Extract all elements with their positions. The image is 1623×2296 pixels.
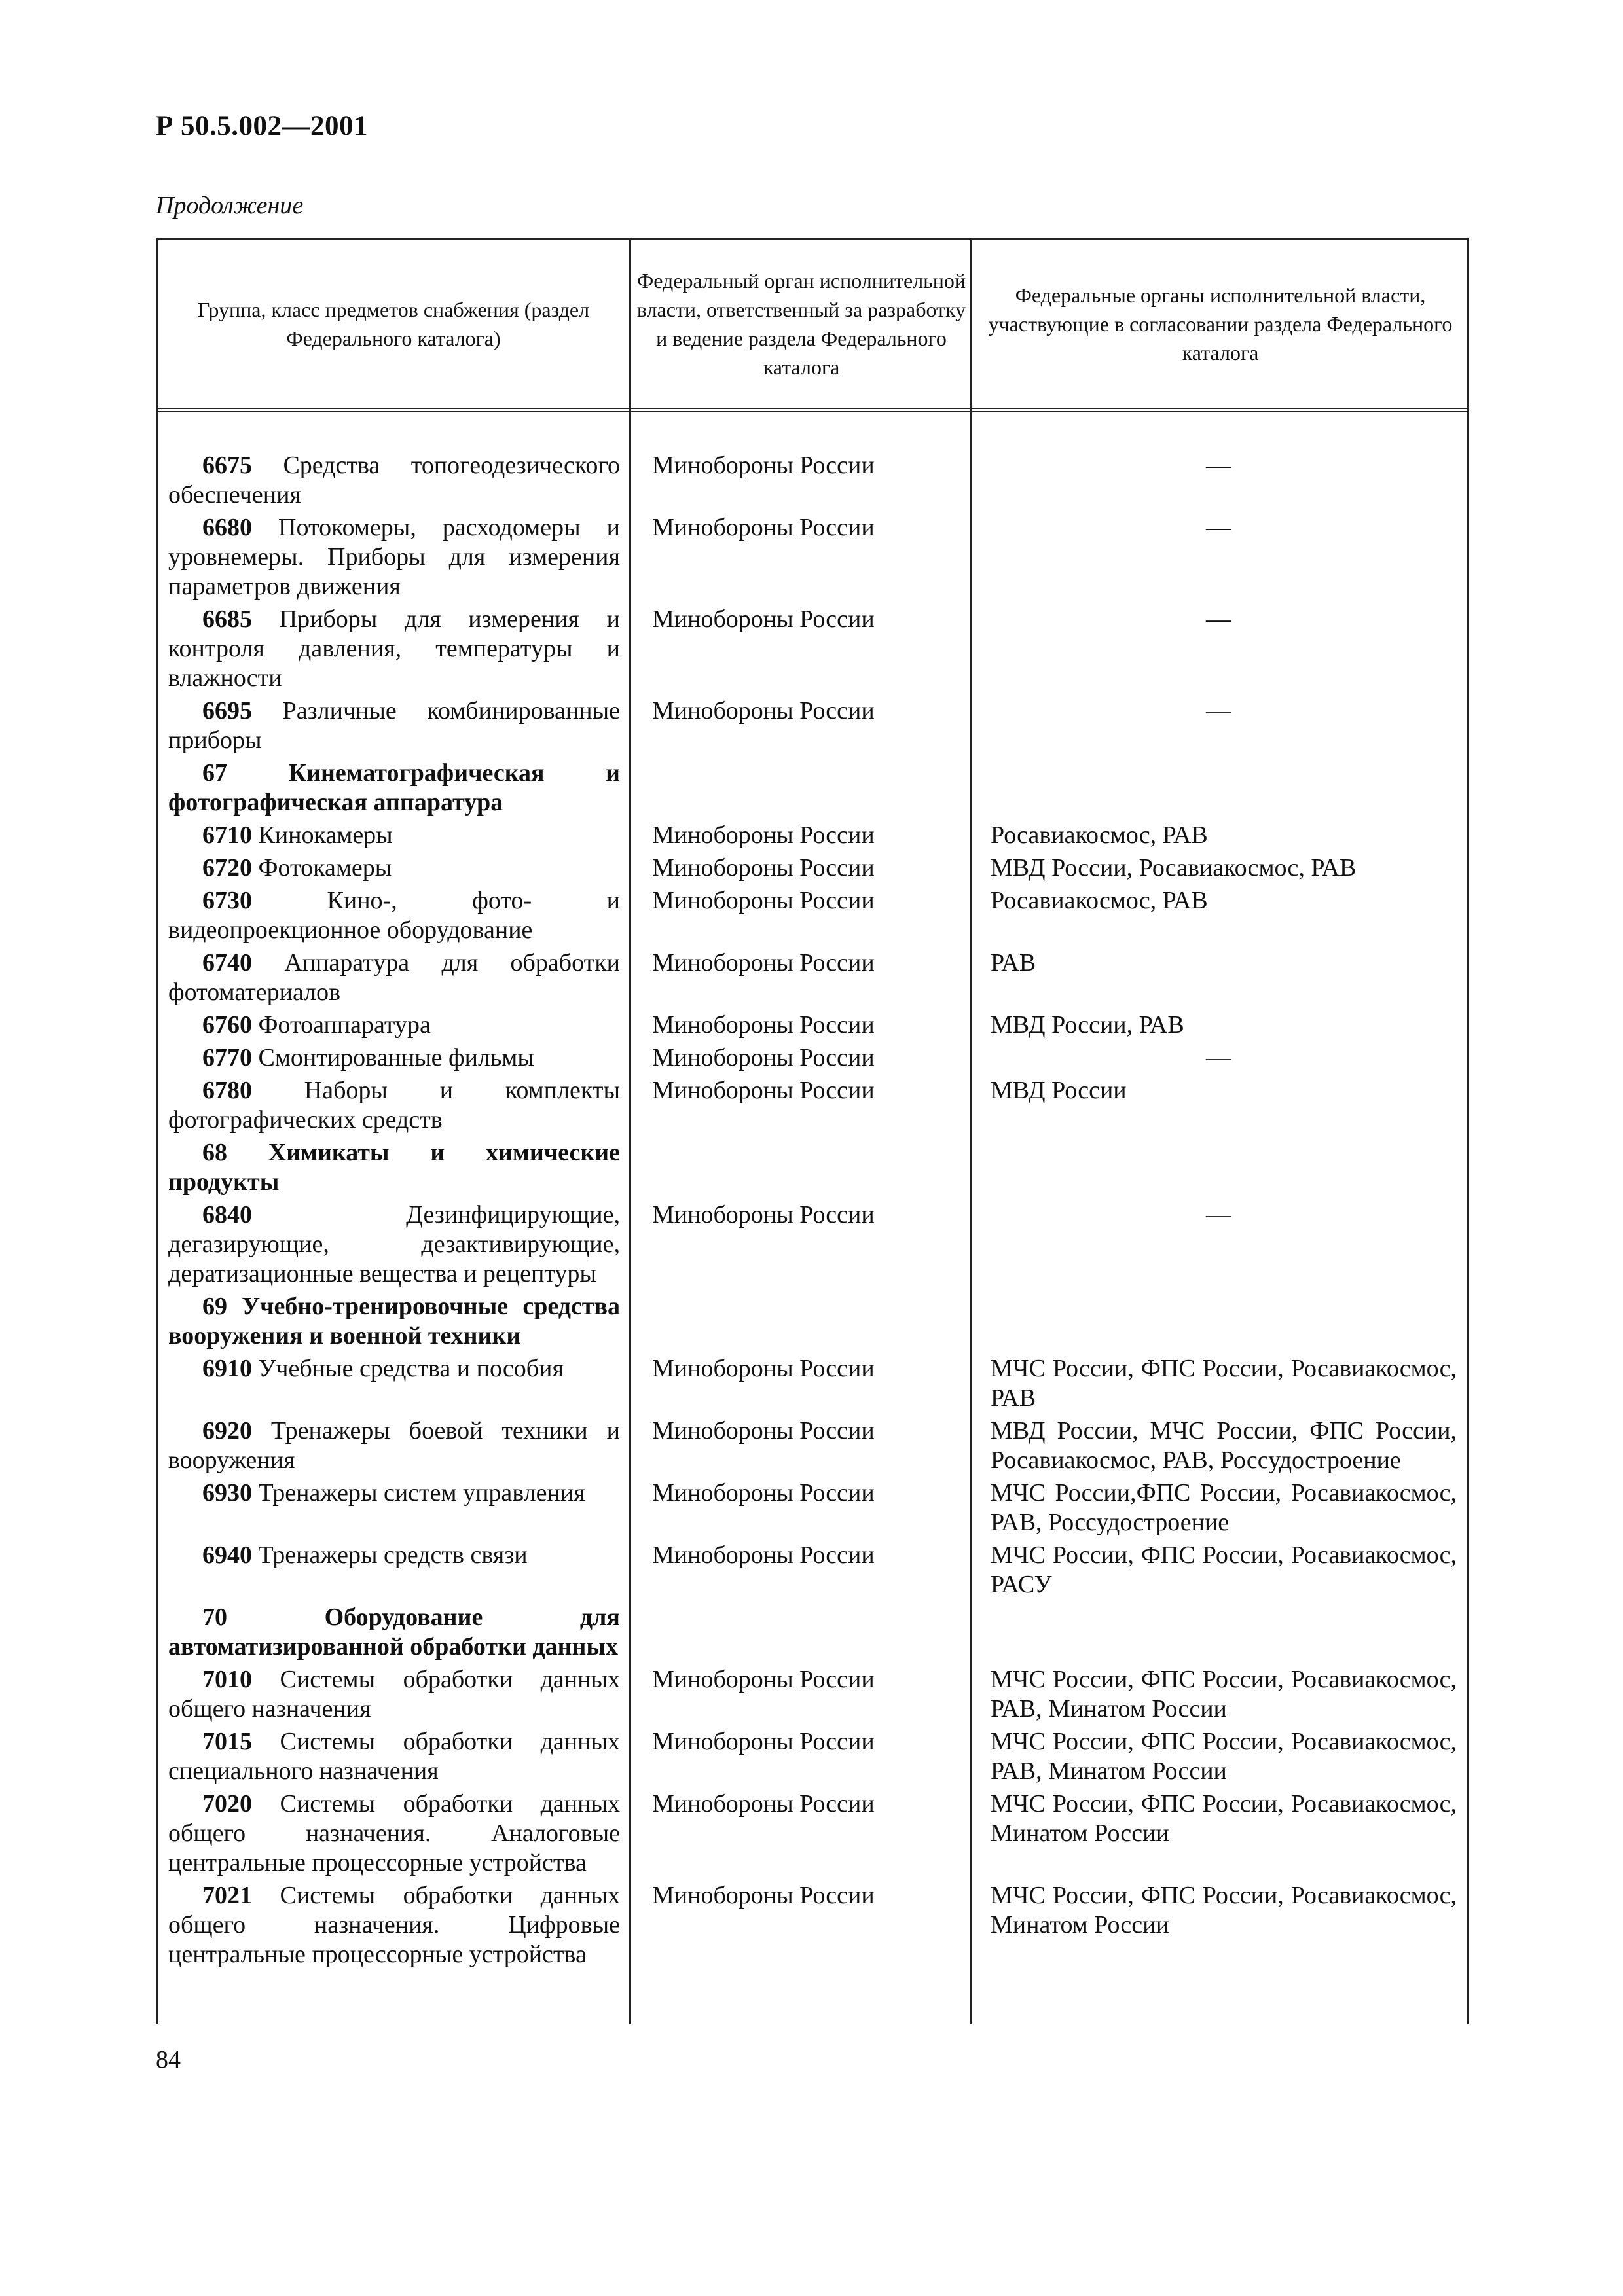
cell-coordinating: МЧС России, ФПС России, Росавиакосмос, Минатом России — [991, 1882, 1457, 1939]
class-code: 6840 — [202, 1201, 252, 1229]
cell-class — [168, 1076, 620, 1135]
continuation-label: Продолжение — [156, 192, 304, 219]
class-code: 7015 — [202, 1728, 252, 1755]
cell-class — [168, 1200, 620, 1289]
cell-coordinating: МВД России, МЧС России, ФПС России, Росавиакосмос, РАВ, Россудостроение — [991, 1417, 1457, 1474]
class-title: Системы обработки данных общего назначения — [168, 1666, 620, 1723]
cell-class — [168, 1727, 620, 1786]
cell-coordinating: — — [1206, 452, 1231, 479]
cell-coordinating: МВД России — [991, 1077, 1127, 1104]
cell-class — [168, 1354, 620, 1384]
cell-coordinating: — — [1206, 697, 1231, 725]
class-title: Оборудование для автоматизированной обработки данных — [168, 1604, 620, 1660]
cell-class — [168, 605, 620, 693]
class-code: 6685 — [202, 605, 252, 633]
class-title: Тренажеры средств связи — [252, 1541, 528, 1569]
class-code: 6680 — [202, 514, 252, 541]
class-code: 6730 — [202, 887, 252, 914]
cell-responsible: Минобороны России — [652, 1077, 875, 1104]
cell-class — [168, 1789, 620, 1878]
class-title: Кинематографическая и фотографическая аппаратура — [168, 759, 620, 816]
class-title: Тренажеры систем управления — [252, 1479, 585, 1507]
class-title: Средства топогеодезического обеспечения — [168, 452, 620, 509]
cell-coordinating: МЧС России, ФПС России, Росавиакосмос, РАВ — [991, 1355, 1457, 1412]
cell-coordinating: — — [1206, 514, 1231, 541]
cell-class — [168, 1541, 620, 1570]
class-title: Системы обработки данных общего назначения. Цифровые центральные процессорные устройства — [168, 1882, 620, 1968]
page-number: 84 — [156, 2046, 181, 2073]
cell-coordinating: МВД России, РАВ — [991, 1011, 1184, 1039]
class-code: 6780 — [202, 1077, 252, 1104]
class-code: 7021 — [202, 1882, 252, 1909]
cell-coordinating: — — [1206, 1201, 1231, 1229]
class-title: Смонтированные фильмы — [252, 1044, 534, 1071]
document-id: Р 50.5.002—2001 — [156, 111, 369, 141]
class-title: Потокомеры, расходомеры и уровнемеры. Приборы для измерения параметров движения — [168, 514, 620, 600]
catalog-table — [156, 238, 1469, 2024]
cell-responsible: Минобороны России — [652, 1011, 875, 1039]
cell-coordinating: — — [1206, 1044, 1231, 1071]
cell-class — [168, 513, 620, 601]
cell-class — [168, 1292, 620, 1351]
cell-responsible: Минобороны России — [652, 821, 875, 849]
cell-responsible: Минобороны России — [652, 1882, 875, 1909]
cell-class — [168, 1479, 620, 1508]
cell-responsible: Минобороны России — [652, 452, 875, 479]
cell-coordinating: МЧС России, ФПС России, Росавиакосмос, РАВ, Минатом России — [991, 1666, 1457, 1723]
cell-responsible: Минобороны России — [652, 1541, 875, 1569]
cell-coordinating: Росавиакосмос, РАВ — [991, 821, 1208, 849]
class-code: 6740 — [202, 949, 252, 977]
table-header — [158, 240, 1467, 412]
class-title: Различные комбинированные приборы — [168, 697, 620, 754]
class-code: 6675 — [202, 452, 252, 479]
cell-coordinating: МЧС России,ФПС России, Росавиакосмос, РАВ, Россудостроение — [991, 1479, 1457, 1536]
cell-coordinating: МЧС России, ФПС России, Росавиакосмос, РАСУ — [991, 1541, 1457, 1598]
cell-coordinating: МЧС России, ФПС России, Росавиакосмос, РАВ, Минатом России — [991, 1728, 1457, 1785]
cell-coordinating: МВД России, Росавиакосмос, РАВ — [991, 854, 1357, 882]
class-code: 6710 — [202, 821, 252, 849]
cell-responsible: Минобороны России — [652, 1417, 875, 1444]
cell-class — [168, 948, 620, 1007]
class-title: Фотоаппаратура — [252, 1011, 431, 1039]
cell-responsible: Минобороны России — [652, 1355, 875, 1382]
cell-class — [168, 1138, 620, 1197]
class-title: Тренажеры боевой техники и вооружения — [168, 1417, 620, 1474]
class-title: Приборы для измерения и контроля давления, температуры и влажности — [168, 605, 620, 692]
class-title: Наборы и комплекты фотографических средств — [168, 1077, 620, 1134]
class-code: 6760 — [202, 1011, 252, 1039]
class-code: 67 — [202, 759, 227, 787]
cell-responsible: Минобороны России — [652, 697, 875, 725]
cell-responsible: Минобороны России — [652, 1666, 875, 1693]
cell-responsible: Минобороны России — [652, 1201, 875, 1229]
cell-class — [168, 1665, 620, 1724]
cell-responsible: Минобороны России — [652, 1479, 875, 1507]
cell-responsible: Минобороны России — [652, 605, 875, 633]
cell-class — [168, 853, 620, 883]
column-header-coordinating: Федеральные органы исполнительной власти, участвующие в согласовании раздела Федерального каталога — [970, 240, 1469, 408]
cell-coordinating: Росавиакосмос, РАВ — [991, 887, 1208, 914]
class-title: Фотокамеры — [252, 854, 392, 882]
cell-class — [168, 451, 620, 510]
cell-class — [168, 821, 620, 850]
class-code: 6720 — [202, 854, 252, 882]
cell-responsible: Минобороны России — [652, 887, 875, 914]
cell-responsible: Минобороны России — [652, 1044, 875, 1071]
class-code: 6930 — [202, 1479, 252, 1507]
cell-responsible: Минобороны России — [652, 1790, 875, 1818]
cell-class — [168, 1881, 620, 1969]
class-code: 6920 — [202, 1417, 252, 1444]
cell-responsible: Минобороны России — [652, 1728, 875, 1755]
class-code: 7020 — [202, 1790, 252, 1818]
cell-class — [168, 759, 620, 817]
class-code: 6940 — [202, 1541, 252, 1569]
column-header-group: Группа, класс предметов снабжения (раздел Федерального каталога) — [197, 297, 590, 350]
class-title: Системы обработки данных общего назначения. Аналоговые центральные процессорные устройства — [168, 1790, 620, 1876]
class-title: Учебные средства и пособия — [252, 1355, 564, 1382]
cell-class — [168, 1603, 620, 1662]
class-code: 7010 — [202, 1666, 252, 1693]
class-title: Кинокамеры — [252, 821, 393, 849]
class-code: 69 — [202, 1293, 227, 1320]
class-code: 68 — [202, 1139, 227, 1166]
cell-responsible: Минобороны России — [652, 514, 875, 541]
class-title: Химикаты и химические продукты — [168, 1139, 620, 1196]
class-title: Аппаратура для обработки фотоматериалов — [168, 949, 620, 1006]
class-title: Кино-, фото- и видеопроекционное оборудование — [168, 887, 620, 944]
cell-class — [168, 886, 620, 945]
cell-coordinating: — — [1206, 605, 1231, 633]
class-code: 70 — [202, 1604, 227, 1631]
cell-responsible: Минобороны России — [652, 854, 875, 882]
class-code: 6910 — [202, 1355, 252, 1382]
column-header-responsible: Федеральный орган исполнительной власти, ответственный за разработку и ведение раздела Федерального каталога — [629, 240, 972, 408]
cell-responsible: Минобороны России — [652, 949, 875, 977]
class-code: 6695 — [202, 697, 252, 725]
cell-class — [168, 696, 620, 755]
cell-coordinating: РАВ — [991, 949, 1036, 977]
class-title: Дезинфицирующие, дегазирующие, дезактивирующие, дератизационные вещества и рецептуры — [168, 1201, 620, 1287]
class-title: Учебно-тренировочные средства вооружения и военной техники — [168, 1293, 620, 1350]
class-title: Системы обработки данных специального назначения — [168, 1728, 620, 1785]
cell-class — [168, 1011, 620, 1040]
cell-class — [168, 1416, 620, 1475]
cell-coordinating: МЧС России, ФПС России, Росавиакосмос, Минатом России — [991, 1790, 1457, 1847]
cell-class — [168, 1043, 620, 1073]
column-divider — [629, 408, 631, 2024]
class-code: 6770 — [202, 1044, 252, 1071]
